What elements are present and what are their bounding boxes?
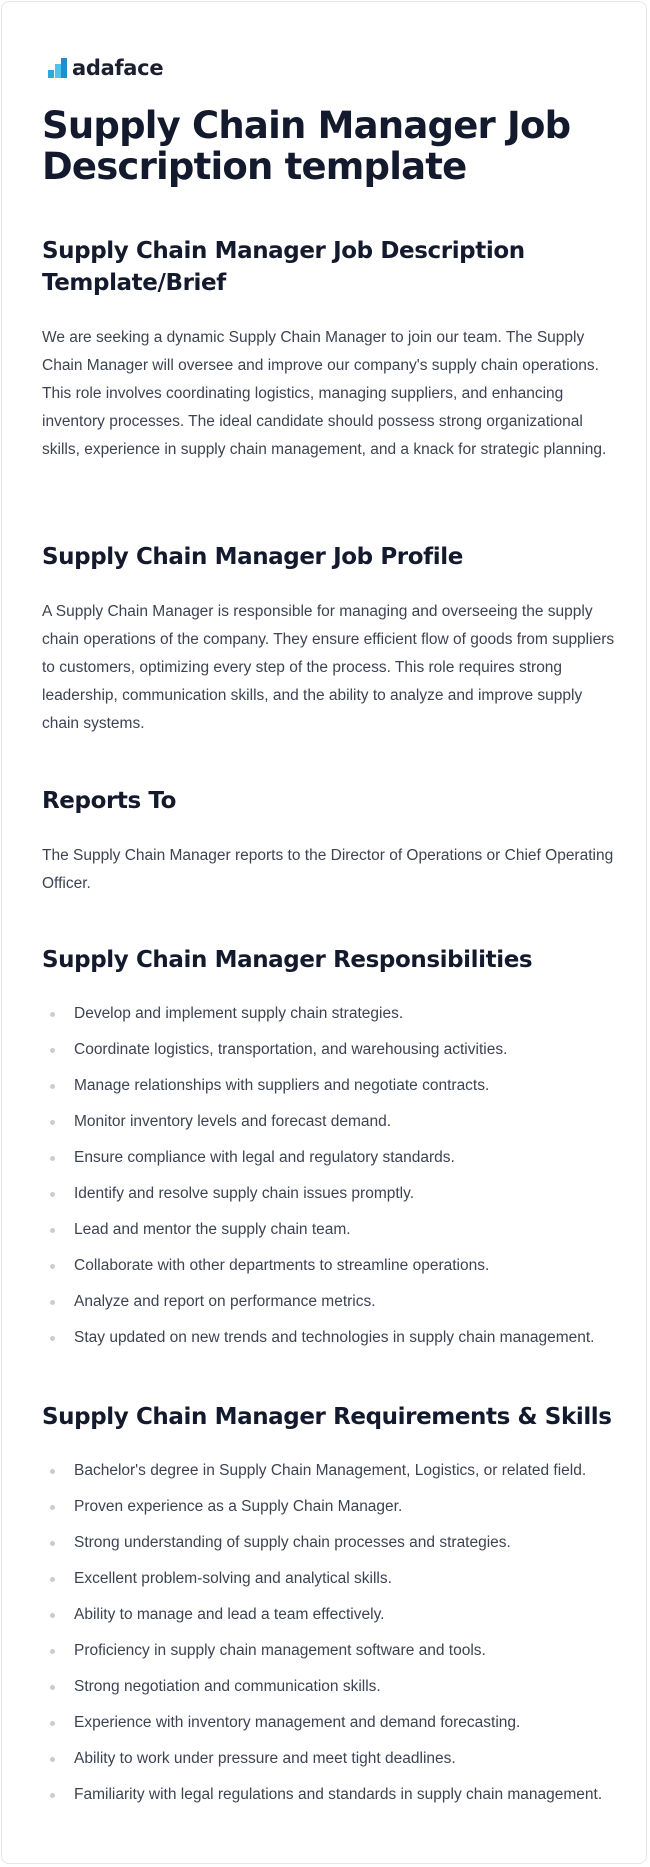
list-item: Manage relationships with suppliers and negotiate contracts. [42,1068,618,1104]
adaface-logo-icon [48,58,68,78]
list-item: Ensure compliance with legal and regulatory standards. [42,1140,618,1176]
list-item: Bachelor's degree in Supply Chain Management, Logistics, or related field. [42,1453,618,1489]
list-item: Analyze and report on performance metrics. [42,1284,618,1320]
list-item: Coordinate logistics, transportation, and warehousing activities. [42,1032,618,1068]
section-heading-reports-to: Reports To [42,788,177,814]
section-brief [42,235,618,464]
list-item: Identify and resolve supply chain issues promptly. [42,1176,618,1212]
list-item: Collaborate with other departments to streamline operations. [42,1248,618,1284]
brand-logo[interactable] [48,57,163,79]
section-heading-responsibilities: Supply Chain Manager Responsibilities [42,947,533,973]
requirements-list [42,1453,618,1813]
section-heading-brief: Supply Chain Manager Job Description Template/Brief [42,238,525,296]
list-item: Ability to manage and lead a team effectively. [42,1597,618,1633]
list-item: Lead and mentor the supply chain team. [42,1212,618,1248]
list-item: Proven experience as a Supply Chain Manager. [42,1489,618,1525]
page-title: Supply Chain Manager Job Description template [42,104,571,188]
list-item: Develop and implement supply chain strategies. [42,996,618,1032]
section-text-reports-to: The Supply Chain Manager reports to the Director of Operations or Chief Operating Officer. [42,847,614,892]
section-requirements [42,1401,618,1813]
section-text-profile: A Supply Chain Manager is responsible for managing and overseeing the supply chain operations of the company. They ensure efficient flow of goods from suppliers to customers, optimizing every step of the process. This role requires strong leadership, communication skills, and the ability to analyze and improve supply chain systems. [42,603,615,732]
responsibilities-list [42,996,618,1356]
brand-name: adaface [72,56,164,80]
section-heading-profile: Supply Chain Manager Job Profile [42,544,463,570]
section-responsibilities [42,944,618,1356]
list-item: Familiarity with legal regulations and standards in supply chain management. [42,1777,618,1813]
list-item: Strong understanding of supply chain processes and strategies. [42,1525,618,1561]
section-heading-requirements: Supply Chain Manager Requirements & Skills [42,1404,612,1430]
section-text-brief: We are seeking a dynamic Supply Chain Manager to join our team. The Supply Chain Manager will oversee and improve our company's supply chain operations. This role involves coordinating logistics, managing suppliers, and enhancing inventory processes. The ideal candidate should possess strong organizational skills, experience in supply chain management, and a knack for strategic planning. [42,329,607,458]
section-reports-to [42,785,618,898]
list-item: Monitor inventory levels and forecast demand. [42,1104,618,1140]
list-item: Experience with inventory management and demand forecasting. [42,1705,618,1741]
list-item: Proficiency in supply chain management software and tools. [42,1633,618,1669]
document-card [1,1,647,1864]
section-profile [42,541,618,738]
list-item: Excellent problem-solving and analytical skills. [42,1561,618,1597]
list-item: Strong negotiation and communication skills. [42,1669,618,1705]
list-item: Stay updated on new trends and technologies in supply chain management. [42,1320,618,1356]
list-item: Ability to work under pressure and meet tight deadlines. [42,1741,618,1777]
